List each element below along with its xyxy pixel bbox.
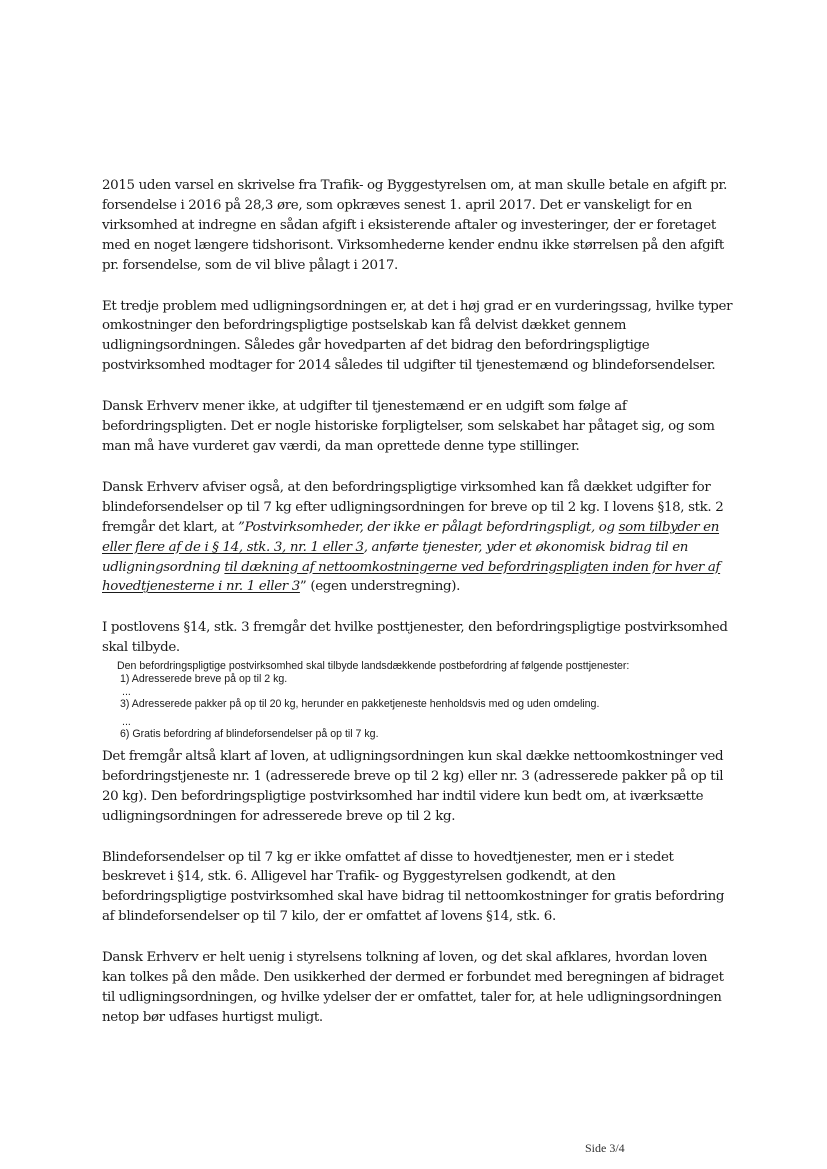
paragraph-5: I postlovens §14, stk. 3 fremgår det hvilke posttjenester, den befordringspligtige postvirksomhed skal tilbyde. — [102, 620, 728, 656]
paragraph-3: Dansk Erhverv mener ikke, at udgifter til tjenestemænd er en udgift som følge af befordringspligten. Det er nogle historiske forpligtelser, som selskabet har påtaget sig, og som man må have vurderet gav værdi, da man oprettede denne type stillinger. — [102, 399, 715, 454]
law-quote-part-a: Postvirksomheder, der ikke er pålagt befordringspligt, og — [244, 519, 619, 535]
law-excerpt-item-3: 3) Adresserede pakker på op til 20 kg, herunder en pakketjeneste henholdsvis med og uden omdeling. — [120, 697, 600, 710]
law-quote-underlined-1: som tilbyder en eller flere af de i § 14, stk. 3, nr. 1 eller 3 — [102, 519, 720, 555]
paragraph-6: Det fremgår altså klart af loven, at udligningsordningen kun skal dække nettoomkostninger ved befordringstjeneste nr. 1 (adresserede breve op til 2 kg) eller nr. 3 (adresserede pakker på op til 20 kg). Den befordringspligtige postvirksomhed har indtil videre kun bedt om, at iværksætte udligningsordningen for adresserede breve op til 2 kg. — [102, 748, 724, 824]
law-excerpt — [117, 660, 734, 741]
page-number: Side 3/4 — [585, 1141, 625, 1155]
paragraph-4-lead: Dansk Erhverv afviser også, at den befordringspligtige virksomhed kan få dækket udgifter for blindeforsendelser op til 7 kg efter udligningsordningen for breve op til 2 kg. I lovens §18, stk. 2 fremgår det klart, at — [102, 479, 724, 535]
law-excerpt-intro: Den befordringspligtige postvirksomhed skal tilbyde landsdækkende postbefordring af følgende posttjenester: — [117, 660, 630, 673]
law-excerpt-item-1: 1) Adresserede breve på op til 2 kg. — [120, 673, 288, 686]
paragraph-1: 2015 uden varsel en skrivelse fra Trafik- og Byggestyrelsen om, at man skulle betale en afgift pr. forsendelse i 2016 på 28,3 øre, som opkræves senest 1. april 2017. Det er vanskeligt for en virksomhed at indregne en sådan afgift i eksisterende aftaler og investeringer, der er foretaget med en noget længere tidshorisont. Virksomhederne kender endnu ikke størrelsen på den afgift pr. forsendelse, som de vil blive pålagt i 2017. — [102, 178, 727, 273]
paragraph-2: Et tredje problem med udligningsordningen er, at det i høj grad er en vurderingssag, hvilke typer omkostninger den befordringspligtige postselskab kan få delvist dækket gennem udligningsordningen. Således går hovedparten af det bidrag den befordringspligtige postvirksomhed modtager for 2014 således til udgifter til tjenestemænd og blindeforsendelser. — [102, 298, 733, 374]
paragraph-4 — [102, 478, 734, 597]
paragraph-7: Blindeforsendelser op til 7 kg er ikke omfattet af disse to hovedtjenester, men er i stedet beskrevet i §14, stk. 6. Alligevel har Trafik- og Byggestyrelsen godkendt, at den befordringspligtige postvirksomhed skal have bidrag til nettoomkostninger for gratis befordring af blindeforsendelser op til 7 kilo, der er omfattet af lovens §14, stk. 6. — [102, 849, 725, 925]
paragraph-4-tail: (egen understregning). — [306, 579, 461, 595]
law-excerpt-ellipsis: ... — [122, 715, 131, 728]
document-page — [102, 176, 734, 1049]
quote-close-mark: ” — [299, 579, 307, 595]
law-quote-underlined-2: til dækning af nettoomkostningerne ved befordringspligten inden for hver af hovedtjenesterne i nr. 1 eller 3 — [102, 559, 721, 595]
law-quote-part-b: , anførte tjenester, yder et økonomisk bidrag til en udligningsordning — [102, 539, 689, 575]
quote-open-mark: ” — [237, 519, 245, 535]
paragraph-8: Dansk Erhverv er helt uenig i styrelsens tolkning af loven, og det skal afklares, hvordan loven kan tolkes på den måde. Den usikkerhed der dermed er forbundet med beregningen af bidraget til udligningsordningen, og hvilke ydelser der er omfattet, taler for, at hele udligningsordningen netop bør udfases hurtigst muligt. — [102, 950, 724, 1025]
law-excerpt-item-6: 6) Gratis befordring af blindeforsendelser på op til 7 kg. — [120, 727, 379, 740]
law-excerpt-ellipsis: ... — [122, 685, 131, 698]
